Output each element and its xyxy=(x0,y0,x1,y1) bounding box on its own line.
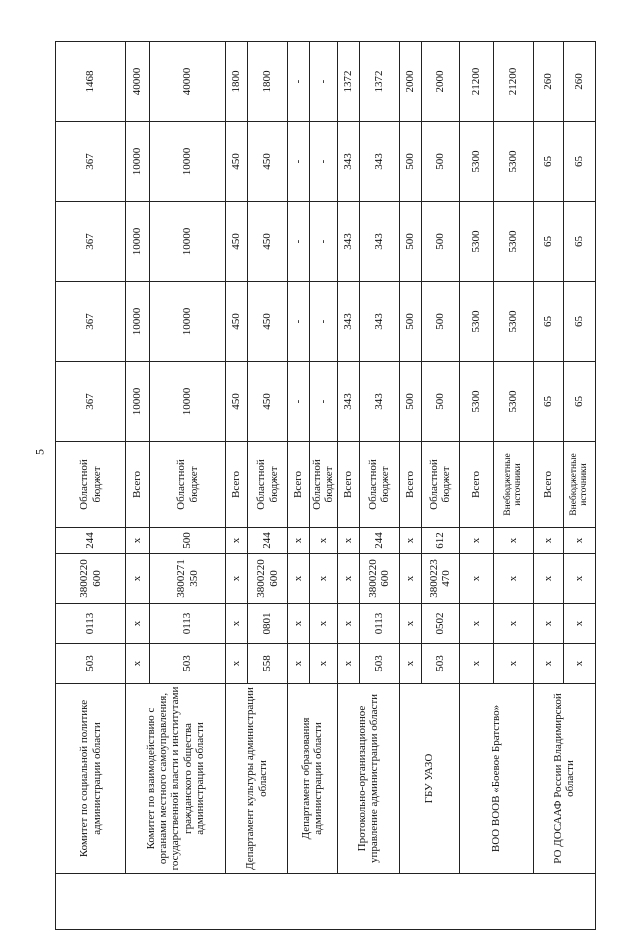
value-cell: 500 xyxy=(399,122,421,202)
value-cell: 65 xyxy=(533,362,563,442)
organization-cell: Департамент культуры администрации области xyxy=(226,684,288,874)
value-cell: 65 xyxy=(533,122,563,202)
value-cell: 367 xyxy=(56,282,126,362)
value-cell: 65 xyxy=(563,202,595,282)
value-cell: 450 xyxy=(248,282,288,362)
funding-source-cell: Всего xyxy=(226,442,248,528)
value-cell: 10000 xyxy=(126,362,150,442)
section-cell: х xyxy=(459,604,493,644)
funding-source-cell: Областной бюджет xyxy=(56,442,126,528)
funding-source-cell: Всего xyxy=(399,442,421,528)
value-cell: 5300 xyxy=(493,362,533,442)
target-article-cell: х xyxy=(288,554,310,604)
value-cell: 10000 xyxy=(126,282,150,362)
value-cell: 367 xyxy=(56,202,126,282)
value-cell: 500 xyxy=(421,122,459,202)
grbs-cell: х xyxy=(493,644,533,684)
table-row xyxy=(533,42,563,930)
target-article-cell: х xyxy=(126,554,150,604)
table-row xyxy=(56,42,126,930)
table-row xyxy=(337,42,359,930)
value-cell: - xyxy=(288,282,310,362)
target-article-cell: 3800271 350 xyxy=(150,554,226,604)
total-cell: 1800 xyxy=(248,42,288,122)
rotated-page-frame xyxy=(55,42,590,930)
expense-type-cell: х xyxy=(399,528,421,554)
target-article-cell: 3800220 600 xyxy=(56,554,126,604)
value-cell: - xyxy=(310,282,338,362)
section-cell: 0113 xyxy=(150,604,226,644)
expense-type-cell: х xyxy=(126,528,150,554)
organization-cell: Протокольно-организационное управление администрации области xyxy=(337,684,399,874)
funding-source-cell: Областной бюджет xyxy=(150,442,226,528)
value-cell: 10000 xyxy=(150,362,226,442)
grbs-cell: х xyxy=(337,644,359,684)
value-cell: 450 xyxy=(226,282,248,362)
organization-cell: Комитет по взаимодействию с органами местного самоуправления, государственной власти и институтами гражданского общества администрации области xyxy=(126,684,226,874)
expense-type-cell: 244 xyxy=(248,528,288,554)
value-cell: 343 xyxy=(337,362,359,442)
organization-cell: Департамент образования администрации области xyxy=(288,684,338,874)
section-cell: 0113 xyxy=(359,604,399,644)
empty-left-margin-cell xyxy=(56,874,596,930)
value-cell: 450 xyxy=(248,122,288,202)
value-cell: - xyxy=(288,202,310,282)
grbs-cell: х xyxy=(126,644,150,684)
value-cell: 367 xyxy=(56,122,126,202)
grbs-cell: 503 xyxy=(421,644,459,684)
value-cell: - xyxy=(288,122,310,202)
total-cell: 260 xyxy=(563,42,595,122)
value-cell: 5300 xyxy=(459,202,493,282)
value-cell: 5300 xyxy=(493,122,533,202)
target-article-cell: х xyxy=(310,554,338,604)
total-cell: 21200 xyxy=(493,42,533,122)
budget-table xyxy=(55,41,596,930)
value-cell: 450 xyxy=(248,362,288,442)
total-cell: - xyxy=(310,42,338,122)
expense-type-cell: х xyxy=(288,528,310,554)
section-cell: х xyxy=(226,604,248,644)
grbs-cell: х xyxy=(459,644,493,684)
funding-source-cell: Внебюджетные источники xyxy=(493,442,533,528)
total-cell: 2000 xyxy=(421,42,459,122)
total-cell: 40000 xyxy=(126,42,150,122)
total-cell: 2000 xyxy=(399,42,421,122)
value-cell: 500 xyxy=(421,282,459,362)
section-cell: х xyxy=(337,604,359,644)
target-article-cell: х xyxy=(399,554,421,604)
section-cell: 0113 xyxy=(56,604,126,644)
funding-source-cell: Областной бюджет xyxy=(359,442,399,528)
funding-source-cell: Всего xyxy=(459,442,493,528)
total-cell: 1468 xyxy=(56,42,126,122)
grbs-cell: х xyxy=(399,644,421,684)
value-cell: 10000 xyxy=(126,122,150,202)
table-row xyxy=(399,42,421,930)
grbs-cell: х xyxy=(288,644,310,684)
value-cell: 343 xyxy=(337,122,359,202)
value-cell: 343 xyxy=(359,282,399,362)
funding-source-cell: Внебюджетные источники xyxy=(563,442,595,528)
value-cell: 10000 xyxy=(150,282,226,362)
target-article-cell: х xyxy=(459,554,493,604)
expense-type-cell: х xyxy=(310,528,338,554)
value-cell: - xyxy=(310,362,338,442)
expense-type-cell: х xyxy=(563,528,595,554)
value-cell: 500 xyxy=(399,282,421,362)
funding-source-cell: Областной бюджет xyxy=(248,442,288,528)
grbs-cell: 503 xyxy=(359,644,399,684)
value-cell: 343 xyxy=(359,202,399,282)
value-cell: 500 xyxy=(399,202,421,282)
expense-type-cell: 500 xyxy=(150,528,226,554)
grbs-cell: х xyxy=(533,644,563,684)
value-cell: 500 xyxy=(399,362,421,442)
value-cell: 10000 xyxy=(126,202,150,282)
target-article-cell: 3800223 470 xyxy=(421,554,459,604)
value-cell: 500 xyxy=(421,362,459,442)
value-cell: 500 xyxy=(421,202,459,282)
section-cell: х xyxy=(310,604,338,644)
value-cell: 65 xyxy=(533,282,563,362)
value-cell: 343 xyxy=(359,362,399,442)
total-cell: 1800 xyxy=(226,42,248,122)
funding-source-cell: Областной бюджет xyxy=(421,442,459,528)
section-cell: х xyxy=(533,604,563,644)
grbs-cell: х xyxy=(310,644,338,684)
organization-cell: ВОО ВООВ «Боевое Братство» xyxy=(459,684,533,874)
value-cell: 343 xyxy=(337,202,359,282)
expense-type-cell: 244 xyxy=(359,528,399,554)
grbs-cell: 503 xyxy=(56,644,126,684)
grbs-cell: х xyxy=(226,644,248,684)
value-cell: 450 xyxy=(226,362,248,442)
total-cell: 260 xyxy=(533,42,563,122)
funding-source-cell: Областной бюджет xyxy=(310,442,338,528)
target-article-cell: х xyxy=(493,554,533,604)
funding-source-cell: Всего xyxy=(337,442,359,528)
value-cell: 367 xyxy=(56,362,126,442)
value-cell: 5300 xyxy=(493,282,533,362)
value-cell: - xyxy=(310,202,338,282)
value-cell: 5300 xyxy=(459,122,493,202)
value-cell: 65 xyxy=(563,122,595,202)
grbs-cell: 503 xyxy=(150,644,226,684)
value-cell: 343 xyxy=(359,122,399,202)
value-cell: 450 xyxy=(226,202,248,282)
value-cell: 450 xyxy=(226,122,248,202)
funding-source-cell: Всего xyxy=(288,442,310,528)
total-cell: - xyxy=(288,42,310,122)
section-cell: х xyxy=(493,604,533,644)
expense-type-cell: 244 xyxy=(56,528,126,554)
target-article-cell: 3800220 600 xyxy=(359,554,399,604)
target-article-cell: х xyxy=(533,554,563,604)
organization-cell: Комитет по социальной политике администрации области xyxy=(56,684,126,874)
value-cell: 450 xyxy=(248,202,288,282)
section-cell: х xyxy=(288,604,310,644)
section-cell: 0801 xyxy=(248,604,288,644)
section-cell: 0502 xyxy=(421,604,459,644)
organization-cell: РО ДОСААФ России Владимирской области xyxy=(533,684,595,874)
expense-type-cell: 612 xyxy=(421,528,459,554)
section-cell: х xyxy=(399,604,421,644)
value-cell: 65 xyxy=(533,202,563,282)
value-cell: - xyxy=(288,362,310,442)
value-cell: 10000 xyxy=(150,122,226,202)
section-cell: х xyxy=(563,604,595,644)
target-article-cell: х xyxy=(337,554,359,604)
table-row xyxy=(288,42,310,930)
expense-type-cell: х xyxy=(337,528,359,554)
grbs-cell: 558 xyxy=(248,644,288,684)
value-cell: - xyxy=(310,122,338,202)
total-cell: 1372 xyxy=(337,42,359,122)
target-article-cell: 3800220 600 xyxy=(248,554,288,604)
funding-source-cell: Всего xyxy=(126,442,150,528)
value-cell: 343 xyxy=(337,282,359,362)
expense-type-cell: х xyxy=(493,528,533,554)
grbs-cell: х xyxy=(563,644,595,684)
target-article-cell: х xyxy=(563,554,595,604)
value-cell: 5300 xyxy=(493,202,533,282)
expense-type-cell: х xyxy=(226,528,248,554)
section-cell: х xyxy=(126,604,150,644)
expense-type-cell: х xyxy=(459,528,493,554)
value-cell: 5300 xyxy=(459,282,493,362)
page-number: 5 xyxy=(32,449,47,455)
table-row xyxy=(459,42,493,930)
target-article-cell: х xyxy=(226,554,248,604)
value-cell: 65 xyxy=(563,282,595,362)
total-cell: 21200 xyxy=(459,42,493,122)
table-row xyxy=(226,42,248,930)
organization-cell: ГБУ УАЗО xyxy=(399,684,459,874)
table-row xyxy=(126,42,150,930)
value-cell: 65 xyxy=(563,362,595,442)
value-cell: 10000 xyxy=(150,202,226,282)
total-cell: 1372 xyxy=(359,42,399,122)
funding-source-cell: Всего xyxy=(533,442,563,528)
expense-type-cell: х xyxy=(533,528,563,554)
total-cell: 40000 xyxy=(150,42,226,122)
value-cell: 5300 xyxy=(459,362,493,442)
